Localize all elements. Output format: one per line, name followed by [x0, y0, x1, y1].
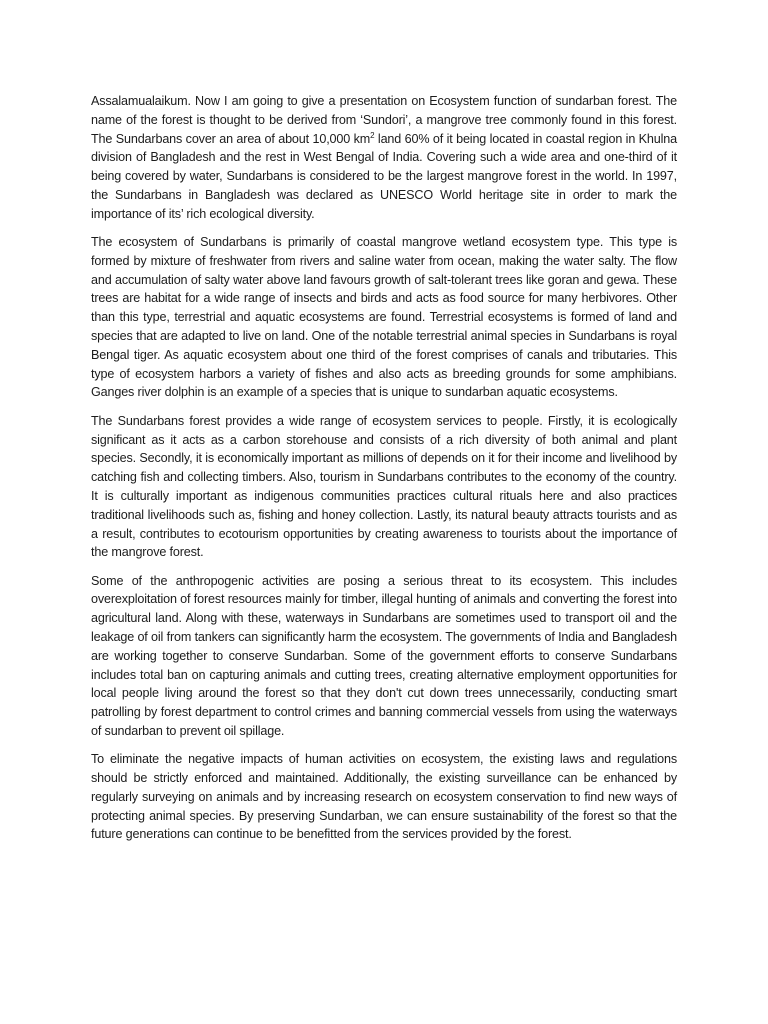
paragraph-conclusion: To eliminate the negative impacts of human activities on ecosystem, the existing laws and regulations should be strictly enforced and maintained. Additionally, the existing surveillance can be enhanced by regularly surveying on animals and by increasing research on ecosystem conservation to find new ways of protecting animal species. By preserving Sundarban, we can ensure sustainability of the forest so that the future generations can continue to be benefitted from the services provided by the forest. [91, 752, 677, 842]
document-body [91, 92, 677, 854]
paragraph-ecosystem-types: The ecosystem of Sundarbans is primarily of coastal mangrove wetland ecosystem type. This type is formed by mixture of freshwater from rivers and saline water from ocean, making the water salty. The flow and accumulation of salty water above land favours growth of salt-tolerant trees like goran and gewa. These trees are habitat for a wide range of insects and birds and acts as food source for many herbivores. Other than this type, terrestrial and aquatic ecosystems are found. Terrestrial ecosystems is formed of land and species that are adapted to live on land. One of the notable terrestrial animal species in Sundarbans is royal Bengal tiger. As aquatic ecosystem about one third of the forest comprises of canals and tributaries. This type of ecosystem harbors a variety of fishes and also acts as breeding grounds for some amphibians. Ganges river dolphin is an example of a species that is unique to sundarban aquatic ecosystems. [91, 235, 677, 400]
paragraph-threats: Some of the anthropogenic activities are posing a serious threat to its ecosystem. This includes overexploitation of forest resources mainly for timber, illegal hunting of animals and converting the forest into agricultural land. Along with these, waterways in Sundarbans are sometimes used to transport oil and the leakage of oil from tankers can significantly harm the ecosystem. The governments of India and Bangladesh are working together to conserve Sundarban. Some of the government efforts to conserve Sundarbans includes total ban on capturing animals and cutting trees, creating alternative employment opportunities for local people living around the forest so that they don't cut down trees unnecessarily, conducting smart patrolling by forest department to control crimes and banning commercial vessels from using the waterways of sundarban to prevent oil spillage. [91, 573, 677, 738]
superscript-two: 2 [370, 130, 375, 140]
paragraph-intro [91, 92, 677, 224]
paragraph-ecosystem-services: The Sundarbans forest provides a wide range of ecosystem services to people. Firstly, it is ecologically significant as it acts as a carbon storehouse and consists of a rich diversity of both animal and plant species. Secondly, it is economically important as millions of depends on it for their income and livelihood by catching fish and collecting timbers. Also, tourism in Sundarbans contributes to the economy of the country. It is culturally important as indigenous communities practices cultural rituals here and also practices traditional livelihoods such as, fishing and honey collection. Lastly, its natural beauty attracts tourists and as a result, contributes to ecotourism opportunities by creating awareness to tourists about the importance of the mangrove forest. [91, 413, 677, 560]
paragraph-intro-text-start: Assalamualaikum. Now I am going to give a presentation on Ecosystem function of sundarban forest. The name of the forest is thought to be derived from ‘Sundori’, a mangrove tree commonly found in this forest. The Sundarbans cover an area of about 10,000 km [91, 94, 677, 146]
paragraph-intro-text-end: land 60% of it being located in coastal region in Khulna division of Bangladesh and the rest in West Bengal of India. Covering such a wide area and one-third of it being covered by water, Sundarbans is considered to be the largest mangrove forest in the world. In 1997, the Sundarbans in Bangladesh was declared as UNESCO World heritage site in order to mark the importance of its’ rich ecological diversity. [91, 131, 677, 221]
